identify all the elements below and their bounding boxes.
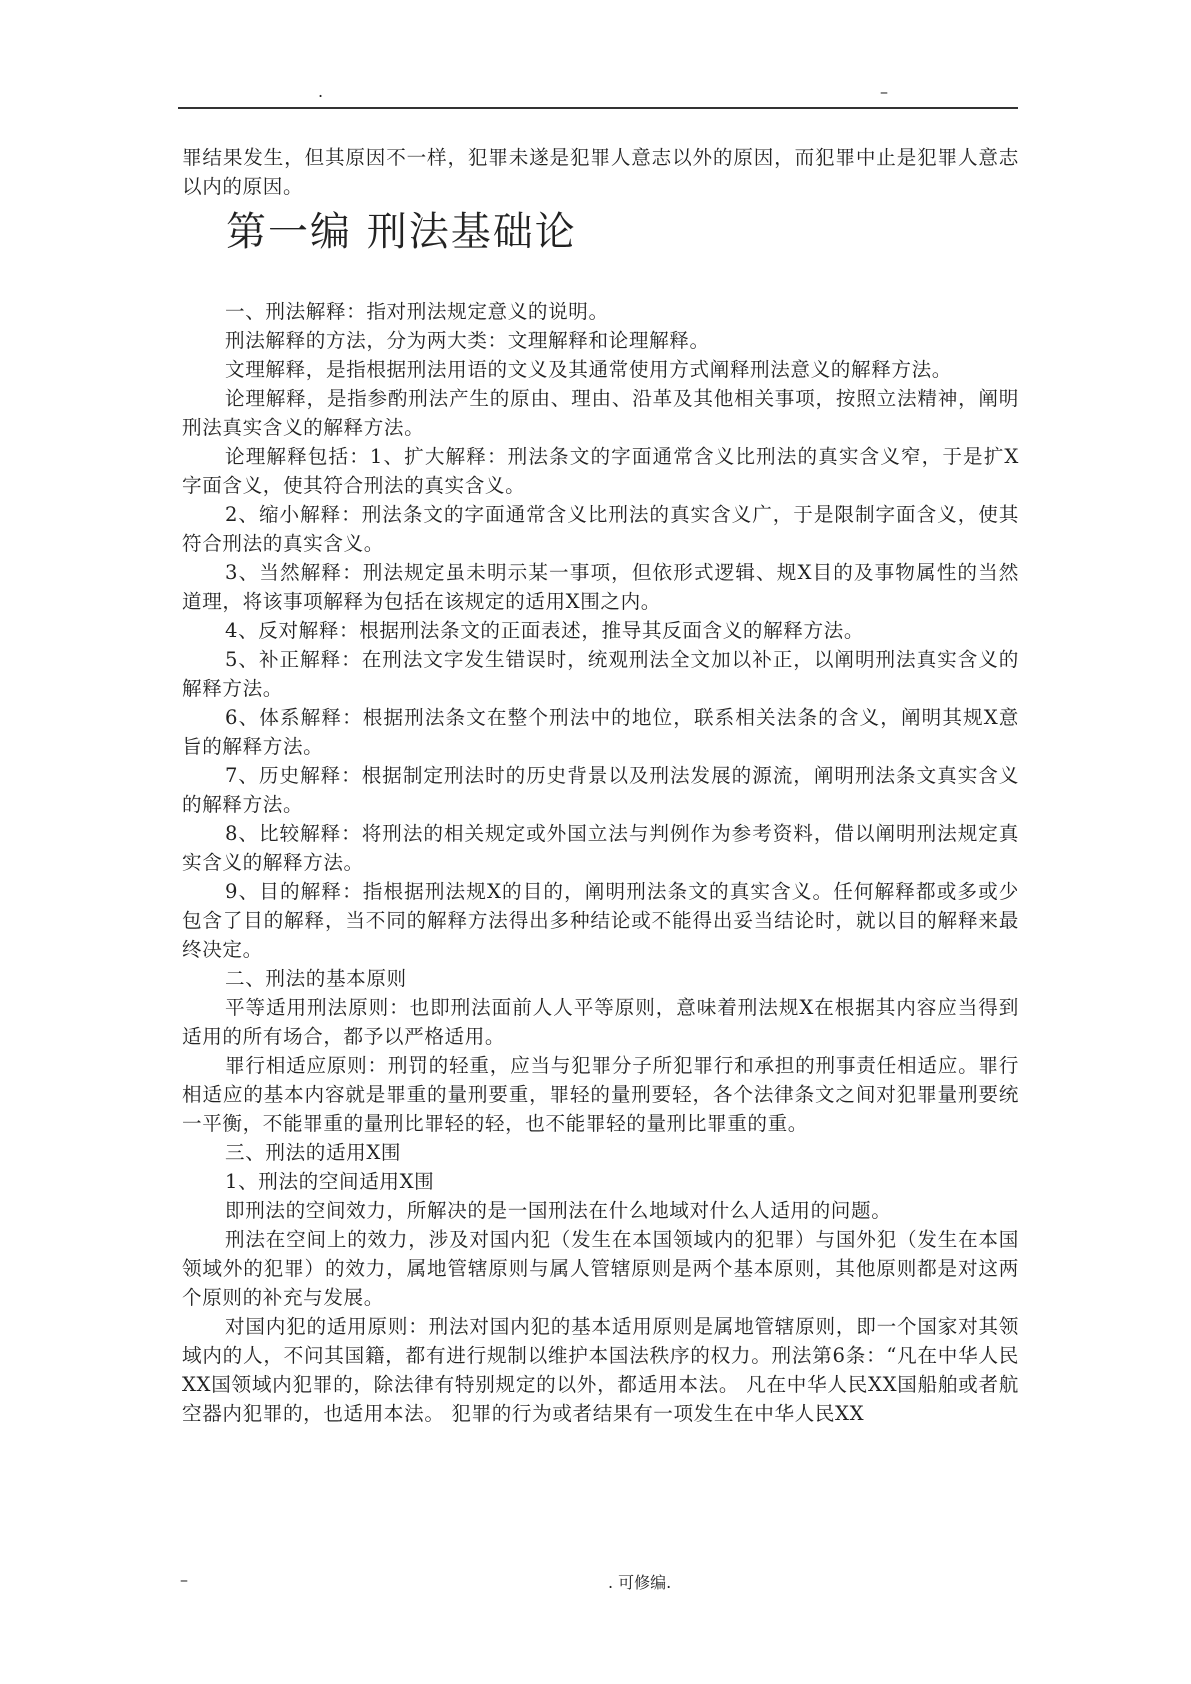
paragraph: 8、比较解释：将刑法的相关规定或外国立法与判例作为参考资料，借以阐明刑法规定真实含义的解释方法。 [182,822,1019,874]
paragraph: 一、刑法解释：指对刑法规定意义的说明。 [225,300,609,323]
paragraph: 对国内犯的适用原则：刑法对国内犯的基本适用原则是属地管辖原则，即一个国家对其领域内的人，不问其国籍，都有进行规制以维护本国法秩序的权力。刑法第6条：“凡在中华人民XX国领域内犯罪的，除法律有特别规定的以外，都适用本法。 凡在中华人民XX国船舶或者航空器内犯罪的，也适用本法。 犯罪的行为或者结果有一项发生在中华人民XX [182,1315,1019,1425]
paragraph: 5、补正解释：在刑法文字发生错误时，统观刑法全文加以补正，以阐明刑法真实含义的解释方法。 [182,648,1019,700]
header-dash: – [880,82,888,101]
paragraph: 6、体系解释：根据刑法条文在整个刑法中的地位，联系相关法条的含义，阐明其规X意旨的解释方法。 [182,706,1019,758]
paragraph: 刑法在空间上的效力，涉及对国内犯（发生在本国领域内的犯罪）与国外犯（发生在本国领域外的犯罪）的效力，属地管辖原则与属人管辖原则是两个基本原则，其他原则都是对这两个原则的补充与发展。 [182,1228,1019,1309]
paragraph: 7、历史解释：根据制定刑法时的历史背景以及刑法发展的源流，阐明刑法条文真实含义的解释方法。 [182,764,1019,816]
paragraph: 4、反对解释：根据刑法条文的正面表述，推导其反面含义的解释方法。 [225,619,865,642]
paragraph: 文理解释，是指根据刑法用语的文义及其通常使用方式阐释刑法意义的解释方法。 [225,358,952,381]
paragraph: 论理解释包括：1、扩大解释：刑法条文的字面通常含义比刑法的真实含义窄，于是扩X字面含义，使其符合刑法的真实含义。 [182,445,1019,497]
paragraph: 3、当然解释：刑法规定虽未明示某一事项，但依形式逻辑、规X目的及事物属性的当然道理，将该事项解释为包括在该规定的适用X围之内。 [182,561,1019,613]
header-rule [178,107,1018,109]
section-heading: 第一编 刑法基础论 [226,209,577,255]
paragraph: 2、缩小解释：刑法条文的字面通常含义比刑法的真实含义广，于是限制字面含义，使其符合刑法的真实含义。 [182,503,1019,555]
document-body [182,143,1019,1428]
paragraph: 9、目的解释：指根据刑法规X的目的，阐明刑法条文的真实含义。任何解释都或多或少包含了目的解释，当不同的解释方法得出多种结论或不能得出妥当结论时，就以目的解释来最终决定。 [182,880,1019,961]
paragraph: 刑法解释的方法，分为两大类：文理解释和论理解释。 [225,329,710,352]
paragraph: 即刑法的空间效力，所解决的是一国刑法在什么地域对什么人适用的问题。 [225,1199,892,1222]
paragraph: 论理解释，是指参酌刑法产生的原由、理由、沿革及其他相关事项，按照立法精神，阐明刑法真实含义的解释方法。 [182,387,1019,439]
paragraph: 1、刑法的空间适用X围 [225,1170,435,1193]
paragraph: 罪行相适应原则：刑罚的轻重，应当与犯罪分子所犯罪行和承担的刑事责任相适应。罪行相适应的基本内容就是罪重的量刑要重，罪轻的量刑要轻，各个法律条文之间对犯罪量刑要统一平衡，不能罪重的量刑比罪轻的轻，也不能罪轻的量刑比罪重的重。 [182,1054,1019,1135]
header-dot: . [318,82,324,101]
paragraph: 二、刑法的基本原则 [225,967,407,990]
paragraph: 平等适用刑法原则：也即刑法面前人人平等原则，意味着刑法规X在根据其内容应当得到适用的所有场合，都予以严格适用。 [182,996,1019,1048]
paragraph: 三、刑法的适用X围 [225,1141,402,1164]
paragraph: 罪结果发生，但其原因不一样，犯罪未遂是犯罪人意志以外的原因，而犯罪中止是犯罪人意志以内的原因。 [182,146,1019,198]
footer-dash: – [180,1570,188,1589]
footer-editable-note: . 可修编. [608,1573,672,1592]
